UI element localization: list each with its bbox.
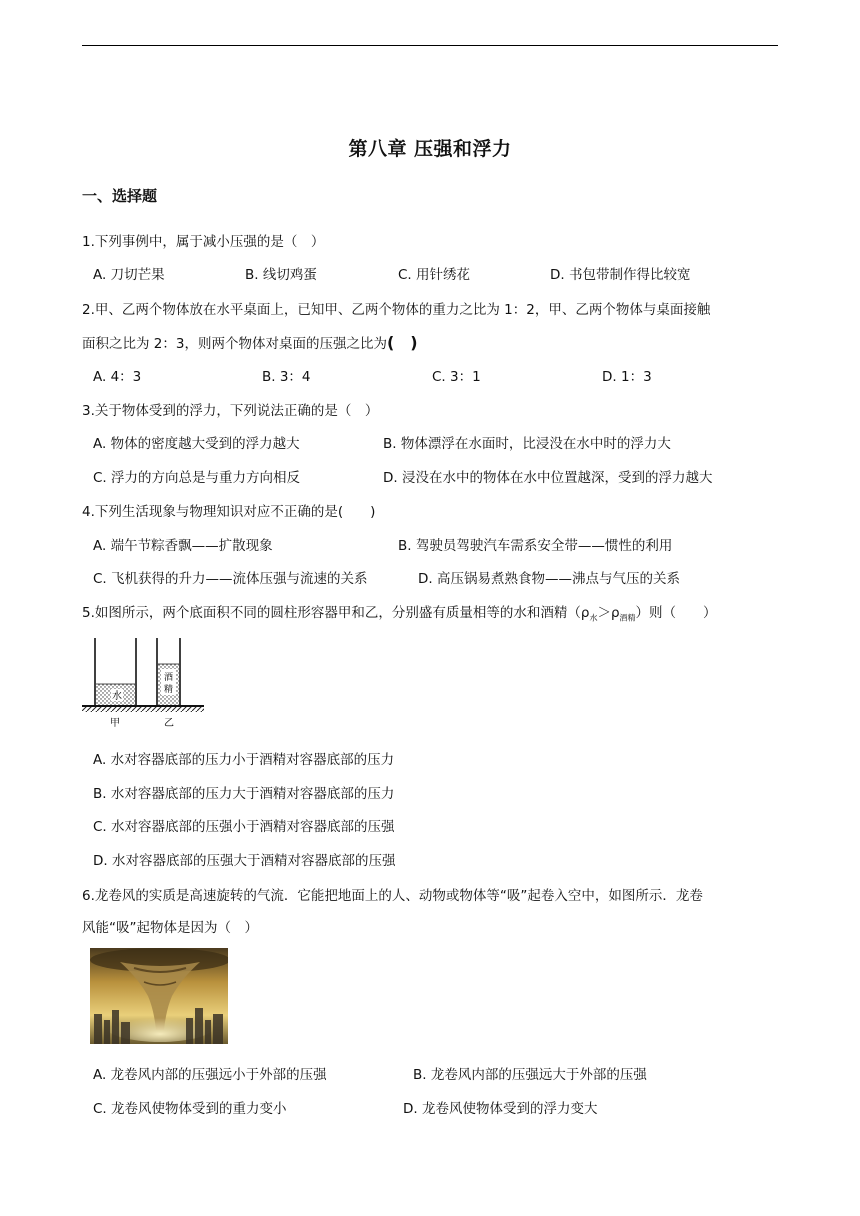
q5-option-b[interactable]: B. 水对容器底部的压力大于酒精对容器底部的压力 [93, 786, 395, 802]
ground-hatch [82, 707, 204, 712]
q4-option-d[interactable]: D. 高压锅易煮熟食物——沸点与气压的关系 [418, 571, 680, 587]
q5-gt: ＞ρ [597, 605, 620, 621]
q1-option-b[interactable]: B. 线切鸡蛋 [245, 267, 317, 283]
q5-stem-post: ）则（ ） [635, 605, 717, 621]
q2-option-c[interactable]: C. 3：1 [432, 369, 481, 385]
page-title: 第八章 压强和浮力 [348, 138, 512, 160]
alcohol-label-2: 精 [163, 685, 174, 695]
q6-option-d[interactable]: D. 龙卷风使物体受到的浮力变大 [403, 1101, 598, 1117]
q5-option-d[interactable]: D. 水对容器底部的压强大于酒精对容器底部的压强 [93, 853, 396, 869]
q3-stem: 3.关于物体受到的浮力，下列说法正确的是（ ） [82, 403, 379, 419]
q2-stem-text: 面积之比为 2：3，则两个物体对桌面的压强之比为 [82, 336, 387, 352]
q6-stem-line1: 6.龙卷风的实质是高速旋转的气流．它能把地面上的人、动物或物体等“吸”起卷入空中，如图所示．龙卷 [82, 888, 703, 904]
q6-option-c[interactable]: C. 龙卷风使物体受到的重力变小 [93, 1101, 287, 1117]
q5-sub-water: 水 [589, 613, 598, 623]
q2-option-a[interactable]: A. 4：3 [93, 369, 142, 385]
q4-stem: 4.下列生活现象与物理知识对应不正确的是( ) [82, 504, 376, 520]
q2-stem-line1: 2.甲、乙两个物体放在水平桌面上，已知甲、乙两个物体的重力之比为 1：2，甲、乙两个物体与桌面接触 [82, 302, 711, 318]
q2-option-b[interactable]: B. 3：4 [262, 369, 311, 385]
q5-option-a[interactable]: A. 水对容器底部的压力小于酒精对容器底部的压力 [93, 752, 395, 768]
q5-stem [82, 601, 717, 624]
q3-option-a[interactable]: A. 物体的密度越大受到的浮力越大 [93, 436, 300, 452]
q2-option-d[interactable]: D. 1：3 [602, 369, 652, 385]
q2-paren: ( ) [386, 333, 418, 352]
section-heading: 一、选择题 [82, 187, 158, 205]
water-label: 水 [112, 691, 122, 702]
q6-option-a[interactable]: A. 龙卷风内部的压强远小于外部的压强 [93, 1067, 327, 1083]
q4-option-a[interactable]: A. 端午节粽香飘——扩散现象 [93, 538, 273, 554]
q3-option-c[interactable]: C. 浮力的方向总是与重力方向相反 [93, 470, 301, 486]
header-rule [82, 45, 778, 46]
q3-option-d[interactable]: D. 浸没在水中的物体在水中位置越深，受到的浮力越大 [383, 470, 713, 486]
q5-stem-pre: 5.如图所示，两个底面积不同的圆柱形容器甲和乙，分别盛有质量相等的水和酒精（ρ [82, 605, 590, 621]
q2-stem-line2 [82, 330, 418, 353]
q1-option-a[interactable]: A. 刀切芒果 [93, 267, 165, 283]
container-diagram [82, 636, 204, 730]
q6-stem-line2: 风能“吸”起物体是因为（ ） [82, 920, 258, 936]
q1-option-c[interactable]: C. 用针绣花 [398, 267, 471, 283]
q3-option-b[interactable]: B. 物体漂浮在水面时，比浸没在水中时的浮力大 [383, 436, 671, 452]
q5-option-c[interactable]: C. 水对容器底部的压强小于酒精对容器底部的压强 [93, 819, 395, 835]
label-jia: 甲 [110, 718, 120, 729]
q1-option-d[interactable]: D. 书包带制作得比较宽 [550, 267, 691, 283]
q6-option-b[interactable]: B. 龙卷风内部的压强远大于外部的压强 [413, 1067, 647, 1083]
q4-option-c[interactable]: C. 飞机获得的升力——流体压强与流速的关系 [93, 571, 368, 587]
q1-stem: 1.下列事例中，属于减小压强的是（ ） [82, 234, 325, 250]
q4-option-b[interactable]: B. 驾驶员驾驶汽车需系安全带——惯性的利用 [398, 538, 673, 554]
q5-sub-alcohol: 酒精 [619, 613, 636, 623]
tornado-image [90, 948, 228, 1044]
label-yi: 乙 [164, 718, 174, 729]
alcohol-label-1: 酒 [163, 673, 174, 683]
